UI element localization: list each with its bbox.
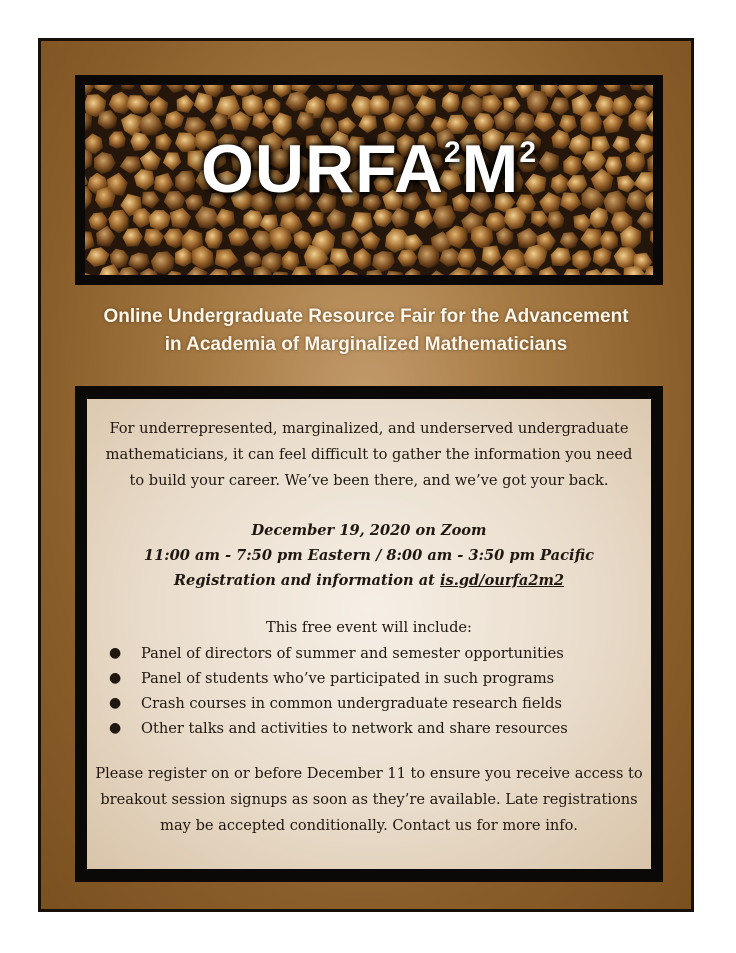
- registration-link[interactable]: is.gd/ourfa2m2: [439, 572, 565, 589]
- event-registration: Registration and information at is.gd/ourfa2m2: [173, 572, 565, 589]
- feature-list: [95, 641, 643, 741]
- bullet-icon: ●: [109, 645, 122, 661]
- banner-mosaic: [85, 85, 653, 275]
- subtitle-line: Online Undergraduate Resource Fair for the Advancement: [103, 306, 629, 327]
- event-time: 11:00 am - 7:50 pm Eastern / 8:00 am - 3:50 pm Pacific: [143, 547, 595, 564]
- list-item: ● Crash courses in common undergraduate research fields: [109, 691, 643, 716]
- event-full-name: [61, 303, 671, 359]
- closing-line: may be accepted conditionally. Contact us for more info.: [160, 817, 578, 834]
- bullet-icon: ●: [109, 695, 122, 711]
- intro-line: For underrepresented, marginalized, and underserved undergraduate: [109, 420, 629, 437]
- closing-line: Please register on or before December 11 to ensure you receive access to: [95, 765, 643, 782]
- content-frame: [75, 386, 663, 882]
- closing-paragraph: [95, 761, 643, 839]
- event-date: December 19, 2020 on Zoom: [251, 522, 487, 539]
- list-item: ● Panel of directors of summer and semester opportunities: [109, 641, 643, 666]
- content-panel: [87, 399, 651, 869]
- list-item: ● Other talks and activities to network and share resources: [109, 716, 643, 741]
- closing-line: breakout session signups as soon as they’re available. Late registrations: [100, 791, 638, 808]
- includes-heading: This free event will include:: [266, 619, 472, 636]
- list-item: ● Panel of students who’ve participated in such programs: [109, 666, 643, 691]
- intro-paragraph: [95, 416, 643, 494]
- bullet-icon: ●: [109, 720, 122, 736]
- intro-line: mathematicians, it can feel difficult to gather the information you need: [105, 446, 633, 463]
- poster: [38, 38, 694, 912]
- bullet-icon: ●: [109, 670, 122, 686]
- event-details: [95, 518, 643, 593]
- subtitle-line: in Academia of Marginalized Mathematicians: [164, 334, 568, 355]
- event-title: $OURFA^2M^2$: [200, 131, 538, 207]
- intro-line: to build your career. We’ve been there, and we’ve got your back.: [129, 472, 609, 489]
- banner-frame: [75, 75, 663, 285]
